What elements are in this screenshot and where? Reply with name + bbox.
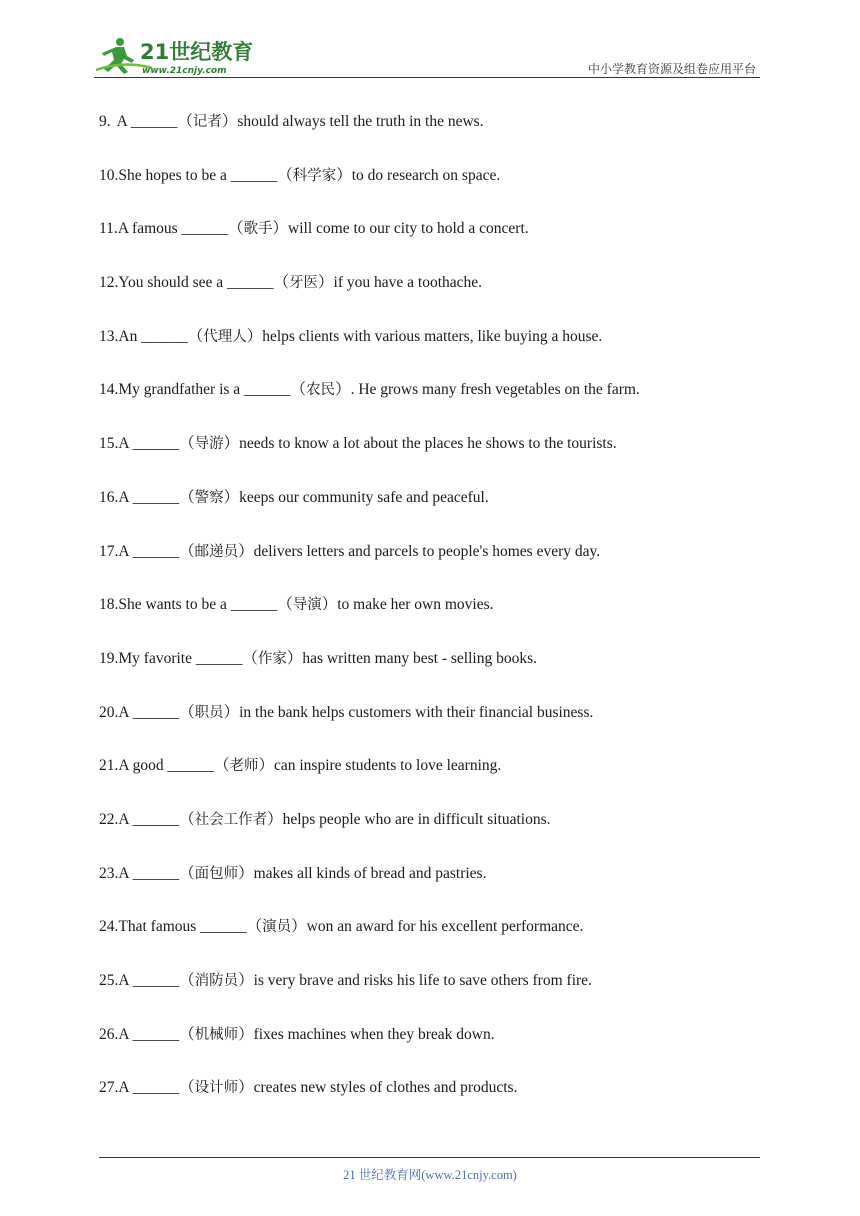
question-text-after: ）delivers letters and parcels to people's homes every day. xyxy=(238,542,601,560)
page-header xyxy=(94,30,760,78)
chinese-hint: 记者 xyxy=(192,114,222,130)
question-text-before: That famous ______（ xyxy=(118,918,263,936)
chinese-hint: 机械师 xyxy=(194,1026,239,1043)
chinese-hint: 科学家 xyxy=(292,167,337,184)
logo-text: 21世纪教育 xyxy=(140,40,254,64)
question-text-after: ）has written many best - selling books. xyxy=(286,649,537,667)
question-number: 22. xyxy=(99,810,119,828)
question-item xyxy=(99,591,760,645)
question-number: 14. xyxy=(99,381,119,399)
question-text-after: ）creates new styles of clothes and products. xyxy=(238,1079,518,1097)
question-text-after: ）needs to know a lot about the places he shows to the tourists. xyxy=(223,435,617,453)
question-number: 23. xyxy=(99,864,119,882)
chinese-hint: 老师 xyxy=(229,758,259,775)
chinese-hint: 导游 xyxy=(194,436,224,453)
question-item xyxy=(99,269,760,323)
site-logo xyxy=(94,34,264,76)
question-item xyxy=(99,752,760,806)
chinese-hint: 牙医 xyxy=(289,275,319,292)
question-item xyxy=(99,215,760,269)
chinese-hint: 演员 xyxy=(262,919,292,936)
question-text-after: ）if you have a toothache. xyxy=(318,274,483,292)
question-text-before: A ______（ xyxy=(118,488,195,506)
question-text-before: A ______（ xyxy=(118,864,195,882)
question-text-before: A ______（ xyxy=(118,703,195,721)
question-text-before: A ______（ xyxy=(118,1025,195,1043)
chinese-hint: 设计师 xyxy=(194,1080,239,1097)
question-number: 15. xyxy=(99,435,119,453)
question-number: 16. xyxy=(99,488,119,506)
header-divider xyxy=(94,77,760,78)
chinese-hint: 农民 xyxy=(306,382,336,399)
question-item xyxy=(99,1074,760,1128)
question-text-before: You should see a ______（ xyxy=(118,274,290,292)
question-text-after: ）can inspire students to love learning. xyxy=(258,757,502,775)
question-item xyxy=(99,376,760,430)
question-number: 11. xyxy=(99,220,118,238)
question-text-before: An ______（ xyxy=(118,327,204,345)
question-text-after: ）to make her own movies. xyxy=(321,596,494,614)
question-item xyxy=(99,806,760,860)
question-text-after: ）will come to our city to hold a concert. xyxy=(272,220,529,238)
question-text-after: ）helps clients with various matters, like buying a house. xyxy=(246,327,603,345)
question-number: 19. xyxy=(99,649,119,667)
chinese-hint: 社会工作者 xyxy=(194,811,268,828)
chinese-hint: 作家 xyxy=(257,650,287,667)
question-number: 17. xyxy=(99,542,119,560)
question-item xyxy=(99,108,760,162)
question-item xyxy=(99,162,760,216)
question-text-after: ）makes all kinds of bread and pastries. xyxy=(238,864,487,882)
question-text-before: A good ______（ xyxy=(118,757,230,775)
question-number: 21. xyxy=(99,757,119,775)
question-item xyxy=(99,323,760,377)
question-text-before: A ______（ xyxy=(118,810,195,828)
question-item xyxy=(99,1021,760,1075)
question-text-before: A ______（ xyxy=(118,542,195,560)
question-number: 24. xyxy=(99,918,119,936)
question-number: 27. xyxy=(99,1079,119,1097)
question-text-after: ）fixes machines when they break down. xyxy=(238,1025,495,1043)
question-item xyxy=(99,645,760,699)
question-item xyxy=(99,699,760,753)
question-text-before: My favorite ______（ xyxy=(118,649,258,667)
question-text-after: ）is very brave and risks his life to save others from fire. xyxy=(238,972,592,989)
chinese-hint: 歌手 xyxy=(243,221,273,238)
chinese-hint: 职员 xyxy=(194,704,224,721)
question-number: 20. xyxy=(99,703,119,721)
question-number: 26. xyxy=(99,1025,119,1043)
question-text-after: ）keeps our community safe and peaceful. xyxy=(223,488,489,506)
question-text-after: ）helps people who are in difficult situations. xyxy=(267,810,551,828)
question-item xyxy=(99,538,760,592)
question-text-before: A ______（ xyxy=(118,1079,195,1097)
chinese-hint: 警察 xyxy=(194,489,224,506)
question-item xyxy=(99,913,760,967)
question-text-before: A ______（ xyxy=(118,435,195,453)
question-item xyxy=(99,430,760,484)
page-footer: 21 世纪教育网(www.21cnjy.com) xyxy=(343,1168,517,1182)
question-number: 13. xyxy=(99,327,119,345)
chinese-hint: 导演 xyxy=(292,597,322,614)
question-list xyxy=(99,108,760,1128)
question-number: 25. xyxy=(99,972,119,989)
question-text-after: ）. He grows many fresh vegetables on the farm. xyxy=(335,381,640,399)
chinese-hint: 面包师 xyxy=(194,865,239,882)
chinese-hint: 消防员 xyxy=(194,973,239,989)
platform-name: 中小学教育资源及组卷应用平台 xyxy=(587,62,756,76)
question-text-after: ）should always tell the truth in the news. xyxy=(221,113,484,130)
chinese-hint: 代理人 xyxy=(203,328,247,345)
question-text-before: A famous ______（ xyxy=(117,220,244,238)
footer-divider xyxy=(99,1157,760,1158)
question-item xyxy=(99,484,760,538)
chinese-hint: 邮递员 xyxy=(194,543,239,560)
question-text-after: ）in the bank helps customers with their financial business. xyxy=(223,703,594,721)
question-text-after: ）to do research on space. xyxy=(336,166,501,184)
logo-url: www.21cnjy.com xyxy=(142,66,227,76)
question-text-before: She wants to be a ______（ xyxy=(118,596,293,614)
question-text-before: She hopes to be a ______（ xyxy=(118,166,293,184)
question-number: 9. xyxy=(99,113,111,130)
question-item xyxy=(99,967,760,1021)
question-text-before: A ______（ xyxy=(118,972,195,989)
question-text-before: A ______（ xyxy=(116,113,193,130)
question-number: 10. xyxy=(99,166,119,184)
question-text-before: My grandfather is a ______（ xyxy=(118,381,307,399)
question-number: 12. xyxy=(99,274,119,292)
question-number: 18. xyxy=(99,596,119,614)
question-text-after: ）won an award for his excellent performance. xyxy=(291,918,584,936)
question-item xyxy=(99,860,760,914)
